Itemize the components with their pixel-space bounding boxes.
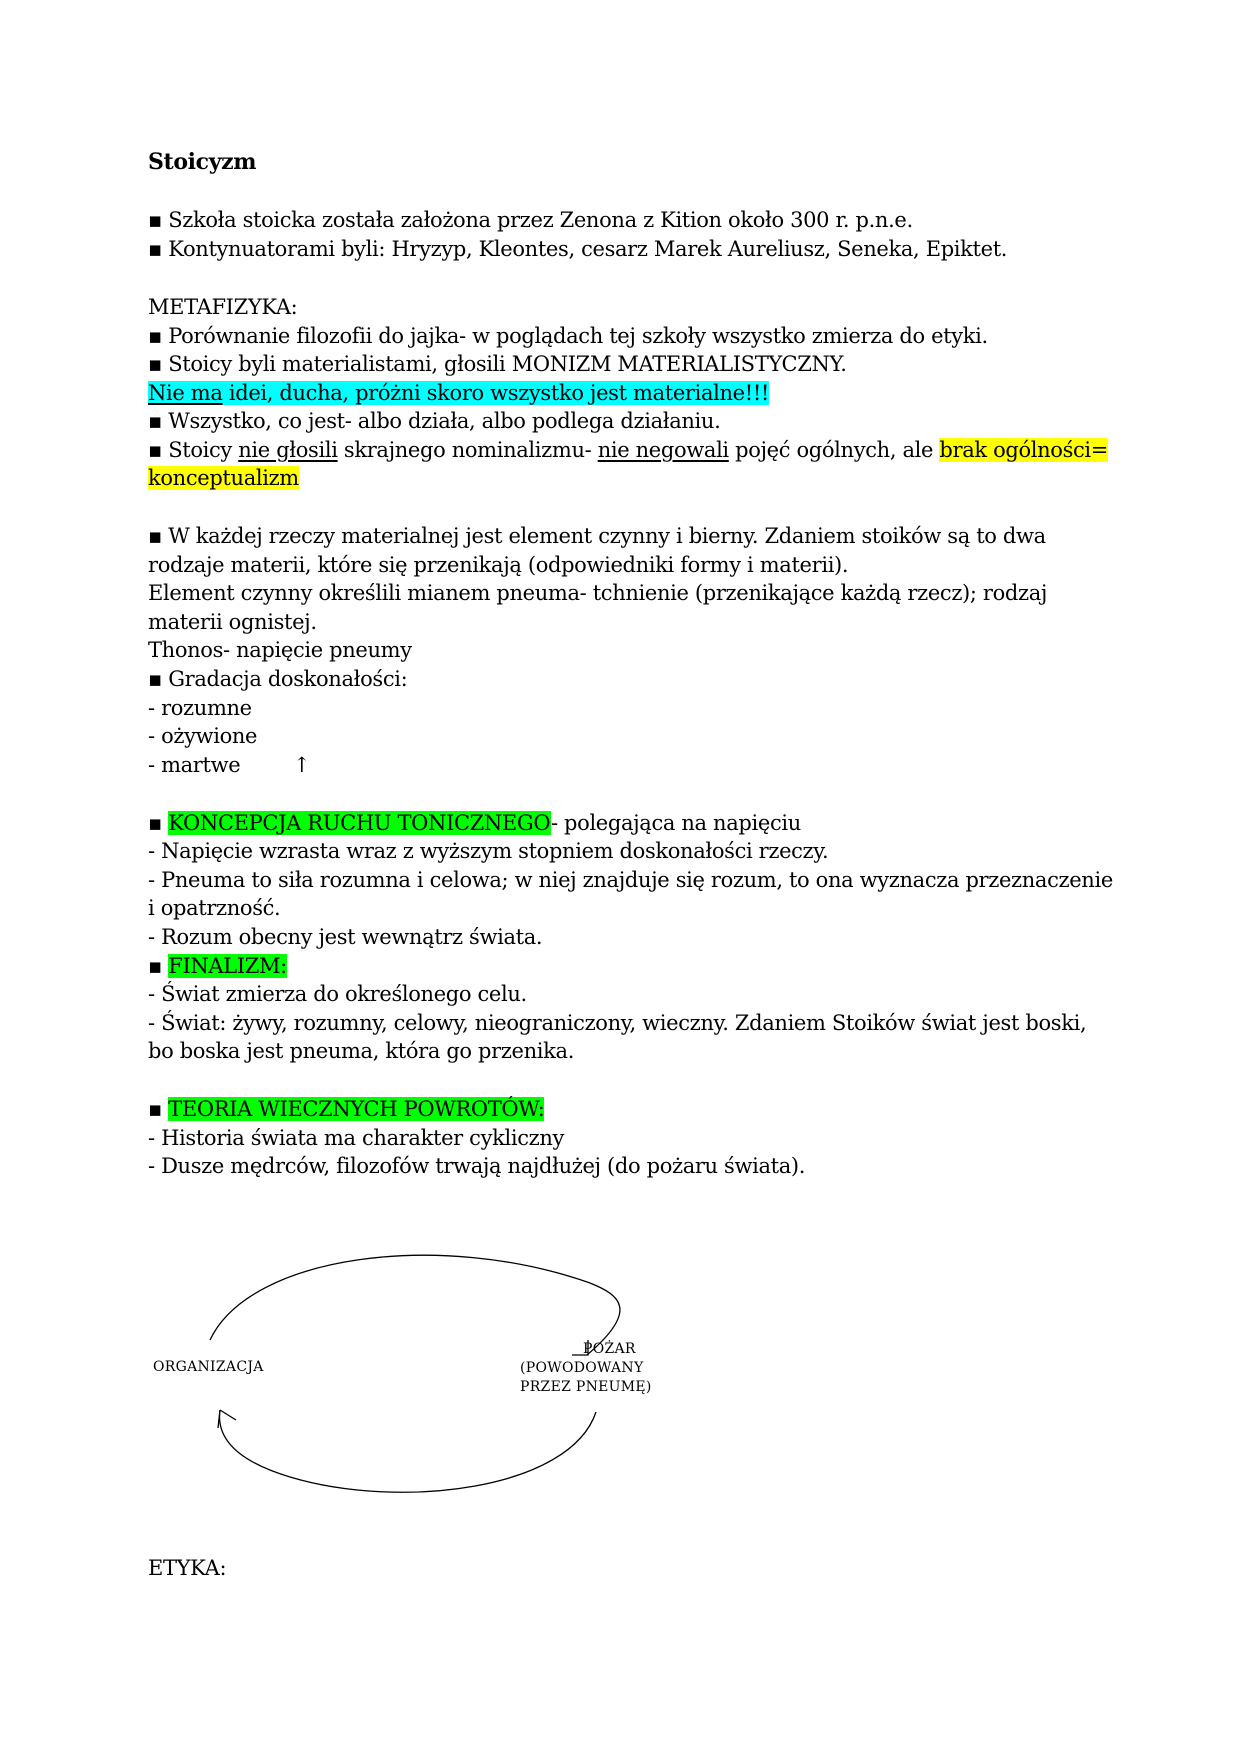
metafizyka-line-action: ▪ Wszystko, co jest- albo działa, albo podlega działaniu. — [148, 409, 721, 433]
etyka-heading: ETYKA: — [148, 1556, 227, 1580]
diagram-label-pozar: POŻAR — [583, 1341, 636, 1357]
diagram-label-organizacja: ORGANIZACJA — [153, 1359, 264, 1375]
metafizyka-line-egg: ▪ Porównanie filozofii do jajka- w poglądach tej szkoły wszystko zmierza do etyki. — [148, 324, 988, 348]
cycle-diagram — [140, 1245, 660, 1515]
diagram-label-powodowany: (POWODOWANY — [520, 1360, 644, 1376]
gradation-item-ozywione: - ożywione — [148, 724, 258, 748]
teoria-line-3: - Dusze mędrców, filozofów trwają najdłużej (do pożaru świata). — [148, 1154, 806, 1178]
highlight-nie-ma: Nie ma — [148, 381, 223, 405]
bullet: ▪ — [148, 1097, 169, 1121]
text-segment: pojęć ogólnych, ale — [728, 438, 940, 462]
highlight-brak-ogolnosci: brak ogólności= — [939, 438, 1109, 462]
finalizm-line-2: - Świat zmierza do określonego celu. — [148, 982, 527, 1006]
document-title: Stoicyzm — [148, 149, 257, 175]
bullet: ▪ — [148, 954, 169, 978]
koncepcja-line-2: - Napięcie wzrasta wraz z wyższym stopniem doskonałości rzeczy. — [148, 839, 829, 863]
highlight-teoria: TEORIA WIECZNYCH POWROTÓW: — [168, 1097, 545, 1121]
metafizyka-heading: METAFIZYKA: — [148, 295, 298, 319]
highlight-konceptualizm: konceptualizm — [148, 466, 299, 490]
finalizm-line-3: - Świat: żywy, rozumny, celowy, nieograniczony, wieczny. Zdaniem Stoików świat jest boski, — [148, 1011, 1087, 1035]
underlined-nie-glosili: nie głosili — [238, 438, 338, 462]
top-arc — [210, 1255, 620, 1355]
thonos-line: Thonos- napięcie pneumy — [148, 638, 412, 662]
text-segment: ▪ Stoicy — [148, 438, 239, 462]
highlight-finalizm: FINALIZM: — [168, 954, 287, 978]
teoria-line-2: - Historia świata ma charakter cykliczny — [148, 1126, 565, 1150]
teoria-line-1 — [148, 1095, 544, 1124]
diagram-label-przez-pneume: PRZEZ PNEUMĘ) — [520, 1379, 652, 1395]
intro-line-founding: ▪ Szkoła stoicka została założona przez Zenona z Kition około 300 r. p.n.e. — [148, 208, 913, 232]
highlight-no-ideas-rest: idei, ducha, próżni skoro wszystko jest materialne!!! — [222, 381, 770, 405]
finalizm-line-4: bo boska jest pneuma, która go przenika. — [148, 1039, 575, 1063]
metafizyka-line-conceptualism — [148, 464, 299, 493]
bottom-arc — [220, 1410, 596, 1492]
up-arrow-icon: ↑ — [293, 753, 311, 777]
finalizm-line-1 — [148, 952, 287, 981]
metafizyka-line-monism: ▪ Stoicy byli materialistami, głosili MONIZM MATERIALISTYCZNY. — [148, 352, 847, 376]
metafizyka-line-no-ideas — [148, 379, 769, 408]
gradation-item-rozumne: - rozumne — [148, 696, 252, 720]
underlined-nie-negowali: nie negowali — [597, 438, 729, 462]
koncepcja-line-4: i opatrzność. — [148, 896, 281, 920]
intro-line-continuators: ▪ Kontynuatorami byli: Hryzyp, Kleontes, cesarz Marek Aureliusz, Seneka, Epiktet. — [148, 237, 1008, 261]
gradation-heading: ▪ Gradacja doskonałości: — [148, 667, 408, 691]
bullet: ▪ — [148, 811, 169, 835]
text-segment: - polegająca na napięciu — [550, 811, 801, 835]
text-segment: skrajnego nominalizmu- — [337, 438, 598, 462]
koncepcja-line-5: - Rozum obecny jest wewnątrz świata. — [148, 925, 543, 949]
highlight-koncepcja: KONCEPCJA RUCHU TONICZNEGO — [168, 811, 551, 835]
koncepcja-line-1 — [148, 809, 801, 838]
gradation-item-martwe: - martwe — [148, 753, 241, 777]
element-line-1: ▪ W każdej rzeczy materialnej jest element czynny i bierny. Zdaniem stoików są to dwa — [148, 524, 1046, 548]
koncepcja-line-3: - Pneuma to siła rozumna i celowa; w niej znajduje się rozum, to ona wyznacza przeznaczenie — [148, 868, 1113, 892]
element-line-3: Element czynny określili mianem pneuma- tchnienie (przenikające każdą rzecz); rodzaj — [148, 581, 1048, 605]
element-line-2: rodzaje materii, które się przenikają (odpowiedniki formy i materii). — [148, 553, 849, 577]
element-line-4: materii ognistej. — [148, 610, 317, 634]
metafizyka-line-nominalism — [148, 436, 1108, 465]
